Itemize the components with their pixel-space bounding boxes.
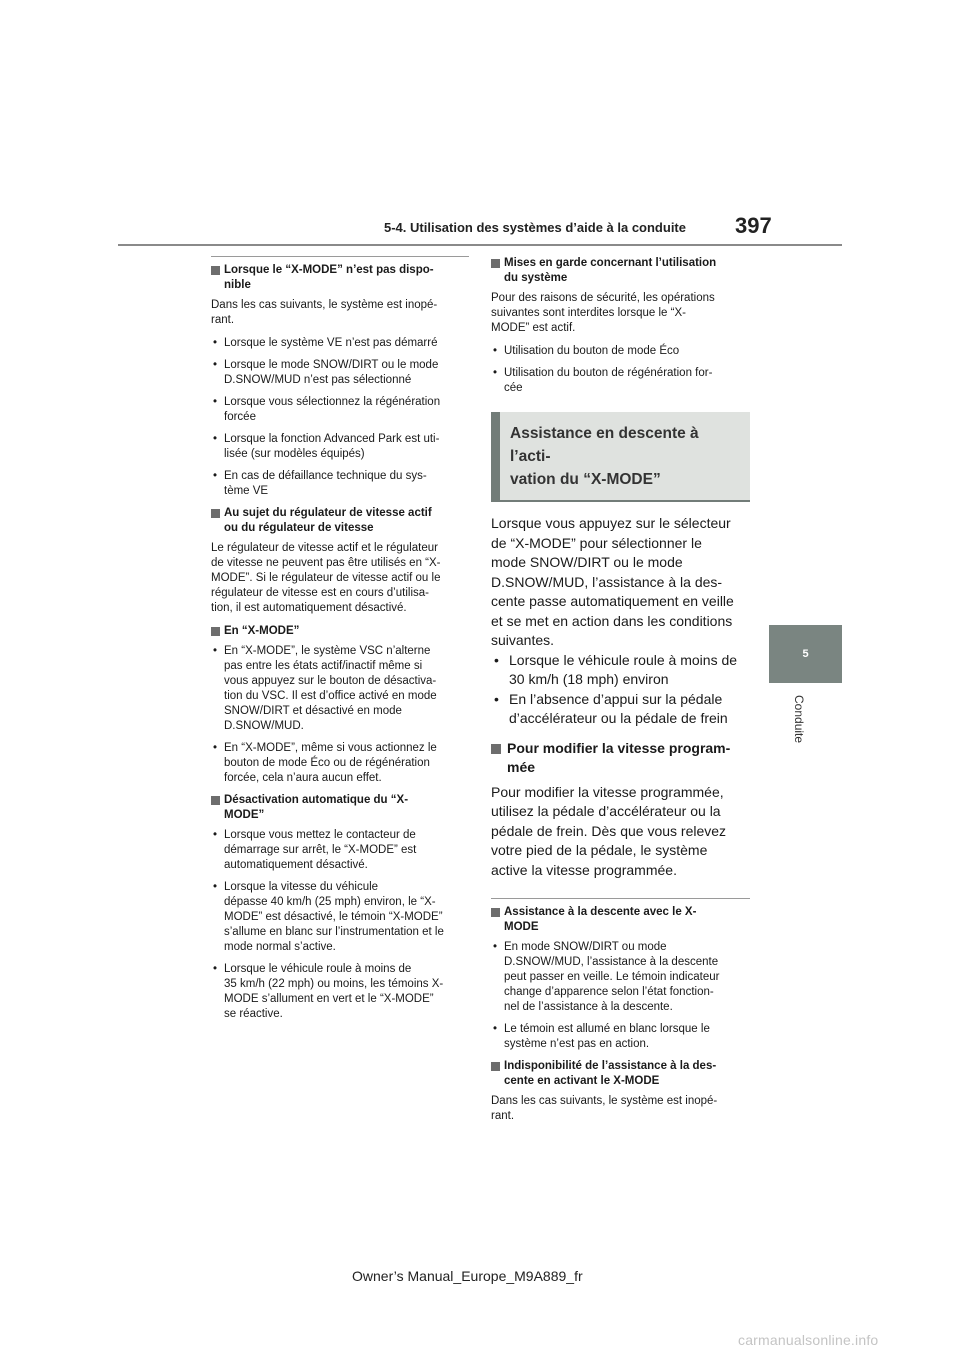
chapter-tab[interactable]: 5: [769, 625, 842, 683]
chapter-side-label: Conduite: [792, 695, 806, 744]
bullet-item: • Lorsque vous sélectionnez la régénération forcée: [211, 395, 469, 425]
section-header-title: 5-4. Utilisation des systèmes d’aide à la conduite: [384, 220, 686, 235]
section-heading: Mises en garde concernant l’utilisation du système: [491, 256, 750, 286]
header-divider: [118, 244, 842, 246]
paragraph: Dans les cas suivants, le système est inopé- rant.: [491, 1095, 718, 1122]
bullet-item: • Lorsque la fonction Advanced Park est uti- lisée (sur modèles équipés): [211, 432, 469, 462]
left-column: [211, 256, 469, 1029]
bullet-item: • Lorsque le véhicule roule à moins de 35 km/h (22 mph) ou moins, les témoins X- MODE s’allument en vert et le “X-MODE” se réactive.: [211, 962, 469, 1022]
main-paragraph: Lorsque vous appuyez sur le sélecteur de “X-MODE” pour sélectionner le mode SNOW/DIRT ou le mode D.SNOW/MUD, l’assistance à la des- cente passe automatiquement en veille et se met en action dans les conditions suivantes.: [491, 515, 734, 648]
main-bullet-item: • En l’absence d’appui sur la pédale d’accélérateur ou la pédale de frein: [491, 690, 750, 729]
section-title: Assistance en descente à l’acti- vation du “X-MODE”: [510, 425, 699, 488]
footer-manual-id: Owner’s Manual_Europe_M9A889_fr: [352, 1268, 583, 1284]
bullet-item: • Utilisation du bouton de régénération for- cée: [491, 366, 750, 396]
bullet-item: • Lorsque vous mettez le contacteur de démarrage sur arrêt, le “X-MODE” est automatiquement désactivé.: [211, 828, 469, 873]
main-paragraph: Pour modifier la vitesse programmée, utilisez la pédale d’accélérateur ou la pédale de frein. Dès que vous relevez votre pied de la pédale, le système active la vitesse programmée.: [491, 783, 727, 878]
section-heading: Indisponibilité de l’assistance à la des- cente en activant le X-MODE: [491, 1059, 750, 1089]
section-divider: [491, 898, 750, 899]
section-heading: Désactivation automatique du “X- MODE”: [211, 793, 469, 823]
bullet-item: • Utilisation du bouton de mode Éco: [491, 344, 750, 359]
right-column: [491, 256, 750, 1132]
paragraph: Pour des raisons de sécurité, les opérations suivantes sont interdites lorsque le “X- MODE” est actif.: [491, 292, 715, 334]
paragraph: Le régulateur de vitesse actif et le régulateur de vitesse ne peuvent pas être utilisés en “X- MODE”. Si le régulateur de vitesse actif ou le régulateur de vitesse est en cours d’utilisa- tion, il est automatiquement désactivé.: [211, 542, 441, 614]
bullet-item: • Lorsque la vitesse du véhicule dépasse 40 km/h (25 mph) environ, le “X- MODE” est désactivé, le témoin “X-MODE” s’allume en blanc sur l’instrumentation et le mode normal s’active.: [211, 880, 469, 955]
bullet-item: • En cas de défaillance technique du sys- tème VE: [211, 469, 469, 499]
bullet-item: • En “X-MODE”, le système VSC n’alterne pas entre les états actif/inactif même si vous appuyez sur le bouton de désactiva- tion du VSC. Il est d’office activé en mode SNOW/DIRT et désactivé en mode D.SNOW/MUD.: [211, 644, 469, 734]
section-heading: Assistance à la descente avec le X- MODE: [491, 905, 750, 935]
page-number: 397: [735, 213, 772, 238]
bullet-item: • Lorsque le système VE n’est pas démarré: [211, 336, 469, 351]
section-heading: Au sujet du régulateur de vitesse actif ou du régulateur de vitesse: [211, 506, 469, 536]
section-heading: Lorsque le “X-MODE” n’est pas dispo- nible: [211, 263, 469, 293]
bullet-item: • Lorsque le mode SNOW/DIRT ou le mode D.SNOW/MUD n’est pas sélectionné: [211, 358, 469, 388]
bullet-item: • En mode SNOW/DIRT ou mode D.SNOW/MUD, l’assistance à la descente peut passer en veille. Le témoin indicateur change d’apparence selon l’état fonction- nel de l’assistance à la descente.: [491, 940, 750, 1015]
subsection-heading: Pour modifier la vitesse program- mée: [491, 739, 750, 778]
section-divider: [211, 256, 469, 257]
section-heading: En “X-MODE”: [211, 624, 469, 639]
bullet-item: • Le témoin est allumé en blanc lorsque le système n’est pas en action.: [491, 1022, 750, 1052]
paragraph: Dans les cas suivants, le système est inopé- rant.: [211, 299, 438, 326]
section-title-box: [491, 412, 750, 502]
watermark-logo: carmanualsonline.info: [738, 1332, 879, 1348]
main-bullet-item: • Lorsque le véhicule roule à moins de 30 km/h (18 mph) environ: [491, 651, 750, 690]
bullet-item: • En “X-MODE”, même si vous actionnez le bouton de mode Éco ou de régénération forcée, cela n’aura aucun effet.: [211, 741, 469, 786]
